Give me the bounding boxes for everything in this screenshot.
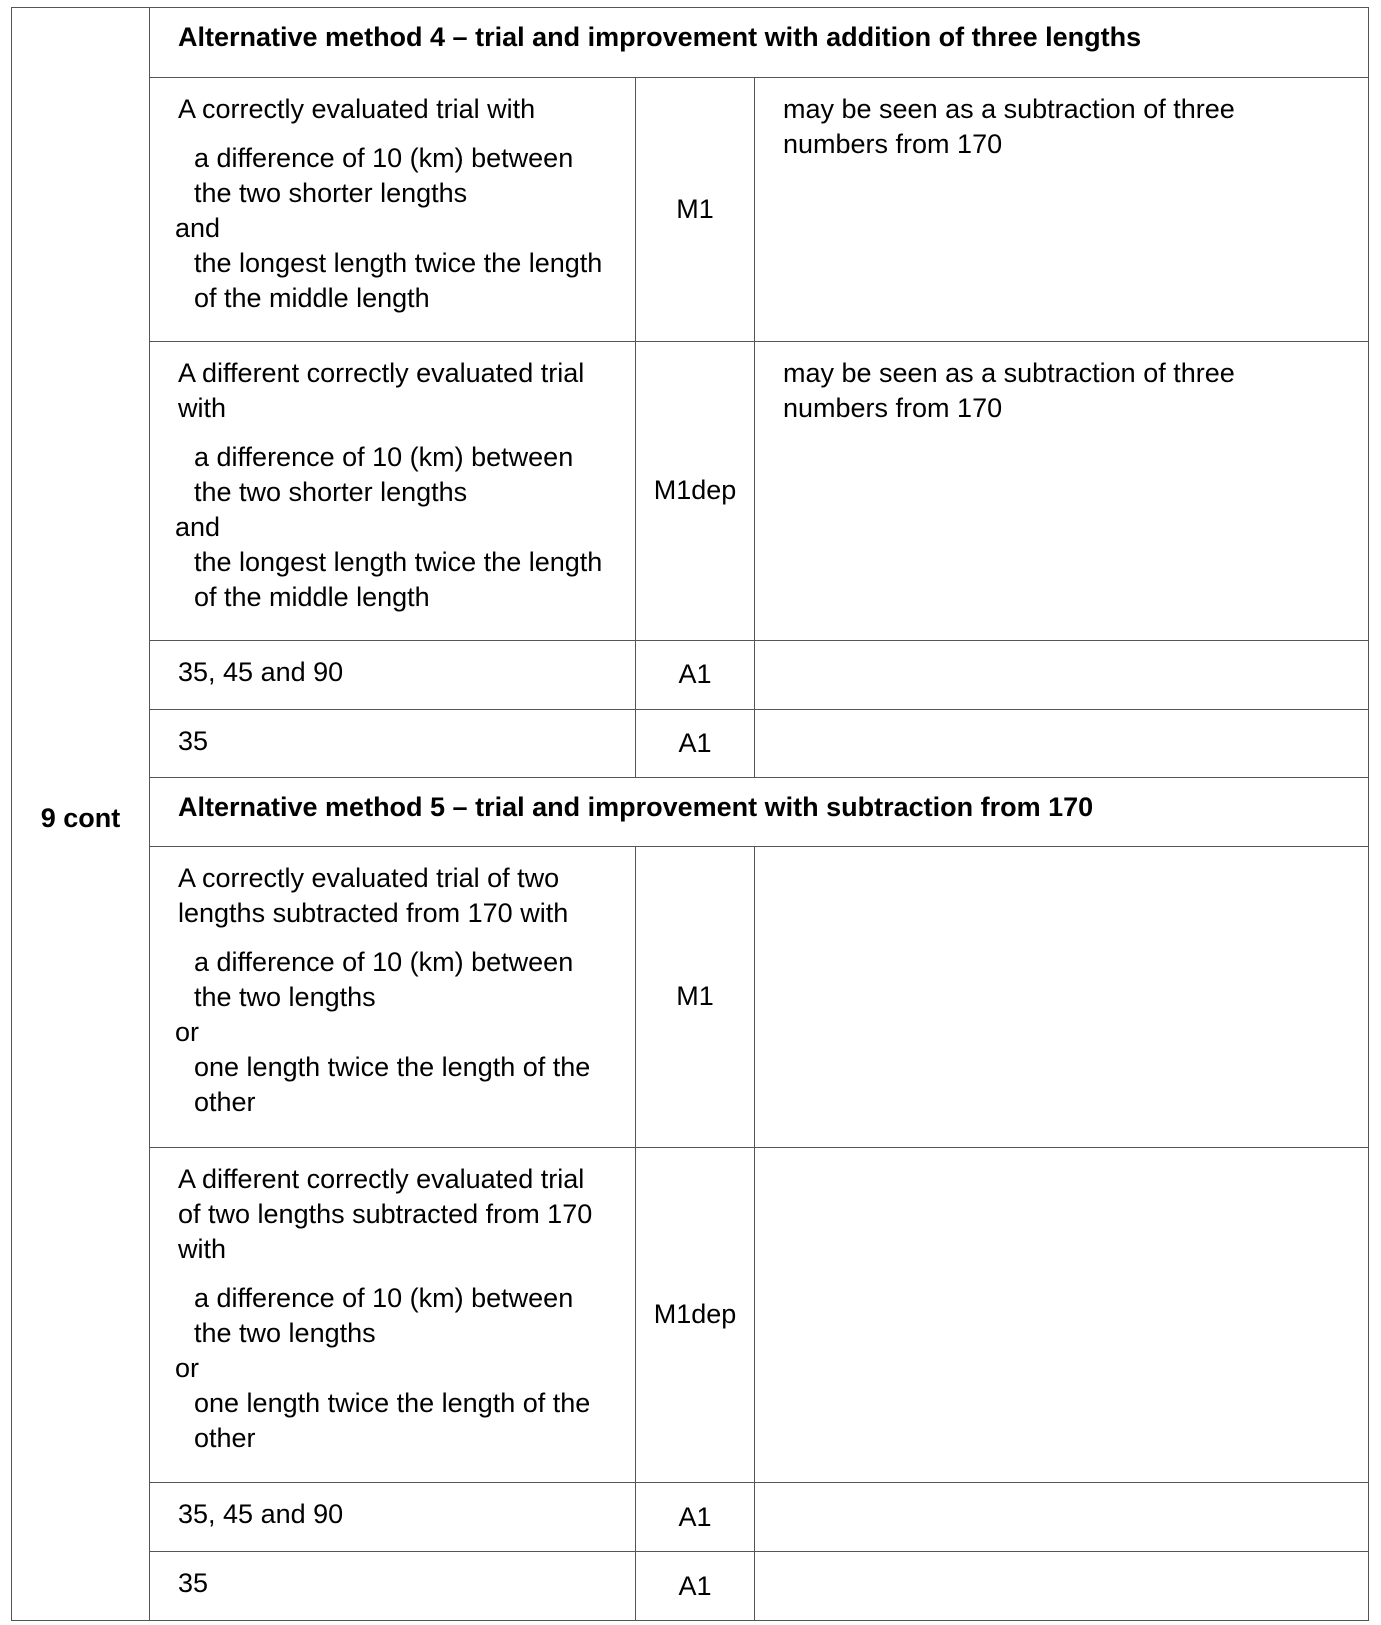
method5-row-2-answer: [150, 1147, 636, 1483]
answer-line: of the middle length: [194, 282, 430, 313]
method5-row-3-answer: 35, 45 and 90: [150, 1483, 636, 1552]
note-line: may be seen as a subtraction of three: [783, 93, 1235, 124]
method4-row-4-notes: [755, 709, 1369, 778]
answer-line: other: [194, 1422, 256, 1453]
method5-row-1: [12, 847, 1369, 1147]
method4-row-1-notes: [755, 77, 1369, 341]
answer-line: a difference of 10 (km) between: [194, 947, 574, 978]
method4-row-2: [12, 341, 1369, 640]
answer-line: one length twice the length of the: [194, 1387, 591, 1418]
answer-connective: and: [175, 511, 221, 542]
answer-line: a difference of 10 (km) between: [194, 1282, 574, 1313]
answer-line: lengths subtracted from 170 with: [178, 898, 569, 929]
answer-connective: or: [175, 1017, 200, 1048]
method4-row-3-mark: A1: [636, 640, 755, 709]
answer-line: the two lengths: [194, 1317, 376, 1348]
note-line: may be seen as a subtraction of three: [783, 357, 1235, 388]
answer-line: with: [178, 392, 227, 423]
answer-line: a difference of 10 (km) between: [194, 441, 574, 472]
method5-row-4-notes: [755, 1552, 1369, 1621]
method4-row-3-answer: 35, 45 and 90: [150, 640, 636, 709]
method4-row-3: [12, 640, 1369, 709]
note-line: numbers from 170: [783, 128, 1003, 159]
answer-line: A correctly evaluated trial of two: [178, 863, 560, 894]
answer-line: the two lengths: [194, 982, 376, 1013]
method5-row-3-mark: A1: [636, 1483, 755, 1552]
method5-row-1-mark: M1: [636, 847, 755, 1147]
answer-connective: and: [175, 212, 221, 243]
method4-row-1: [12, 77, 1369, 341]
answer-line: with: [178, 1233, 227, 1264]
method5-row-4-answer: 35: [150, 1552, 636, 1621]
method4-row-2-notes: [755, 341, 1369, 640]
method4-row-3-notes: [755, 640, 1369, 709]
method5-row-4: [12, 1552, 1369, 1621]
method4-heading: Alternative method 4 – trial and improvement with addition of three lengths: [150, 8, 1369, 78]
method5-row-2: [12, 1147, 1369, 1483]
mark-scheme-table: [11, 7, 1369, 1621]
method5-row-2-mark: M1dep: [636, 1147, 755, 1483]
method4-row-4-mark: A1: [636, 709, 755, 778]
question-number: 9 cont: [12, 8, 150, 1621]
answer-line: a difference of 10 (km) between: [194, 142, 574, 173]
method4-row-4-answer: 35: [150, 709, 636, 778]
method4-row-4: [12, 709, 1369, 778]
answer-connective: or: [175, 1352, 200, 1383]
answer-line: A correctly evaluated trial with: [178, 93, 536, 124]
answer-line: A different correctly evaluated trial: [178, 1163, 585, 1194]
answer-line: the two shorter lengths: [194, 476, 468, 507]
note-line: numbers from 170: [783, 392, 1003, 423]
method4-row-2-answer: [150, 341, 636, 640]
method5-row-3-notes: [755, 1483, 1369, 1552]
method5-row-3: [12, 1483, 1369, 1552]
method5-row-4-mark: A1: [636, 1552, 755, 1621]
answer-line: the two shorter lengths: [194, 177, 468, 208]
method5-row-1-notes: [755, 847, 1369, 1147]
answer-line: of two lengths subtracted from 170: [178, 1198, 593, 1229]
answer-line: one length twice the length of the: [194, 1052, 591, 1083]
method4-row-2-mark: M1dep: [636, 341, 755, 640]
answer-line: A different correctly evaluated trial: [178, 357, 585, 388]
answer-line: the longest length twice the length: [194, 247, 603, 278]
method4-heading-row: [12, 8, 1369, 78]
method5-heading-row: [12, 778, 1369, 847]
method5-row-2-notes: [755, 1147, 1369, 1483]
method5-row-1-answer: [150, 847, 636, 1147]
answer-line: the longest length twice the length: [194, 546, 603, 577]
answer-line: other: [194, 1087, 256, 1118]
answer-line: of the middle length: [194, 581, 430, 612]
method5-heading: Alternative method 5 – trial and improvement with subtraction from 170: [150, 778, 1369, 847]
method4-row-1-mark: M1: [636, 77, 755, 341]
method4-row-1-answer: [150, 77, 636, 341]
